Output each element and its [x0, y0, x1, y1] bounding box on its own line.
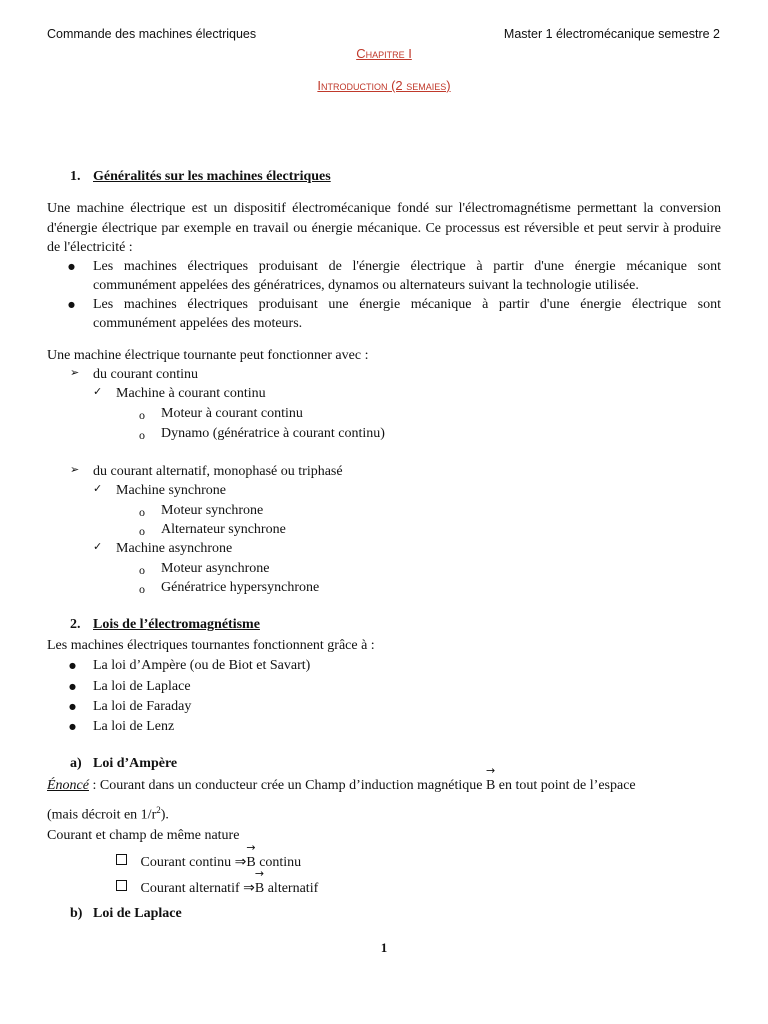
list-item: Les machines électriques produisant de l'énergie électrique à partir d'une énergie mécanique sont communément appelées des génératrices, dynamos ou alternateurs suivant la technologie utilisée. — [93, 259, 721, 293]
bullet-icon: ● — [69, 702, 76, 711]
arrow-bullet-icon: ➢ — [70, 463, 80, 476]
list-item: Alternateur synchrone — [161, 522, 286, 537]
chapter-title: Chapitre I — [356, 46, 412, 61]
bullet-icon: ● — [68, 300, 75, 309]
ac-label: du courant alternatif, monophasé ou triphasé — [93, 464, 343, 479]
case-line: Courant alternatif ⇒ → B alternatif — [116, 879, 318, 898]
ac-async-label: Machine asynchrone — [116, 541, 233, 556]
law-item: La loi d’Ampère (ou de Biot et Savart) — [93, 658, 311, 673]
same-nature: Courant et champ de même nature — [47, 828, 240, 843]
enonce-text: : Courant dans un conducteur crée un Champ d’induction magnétique — [92, 778, 483, 793]
section2-title: Lois de l’électromagnétisme — [93, 617, 260, 632]
chapter-subtitle: Introduction (2 semaies) — [317, 78, 451, 93]
dc-label: du courant continu — [93, 367, 198, 382]
subsection-b-label: b) — [70, 906, 83, 921]
page-number: 1 — [380, 940, 388, 955]
circle-bullet-icon: o — [139, 428, 145, 442]
law-item: La loi de Faraday — [93, 699, 192, 714]
vector-arrow-icon: → — [485, 764, 496, 777]
header-course-title: Commande des machines électriques — [47, 27, 257, 41]
header-program: Master 1 électromécanique semestre 2 — [503, 27, 720, 41]
vector-arrow-icon: → — [246, 841, 256, 854]
checkbox-square-icon — [116, 880, 127, 891]
enonce-label: Énoncé — [47, 778, 89, 793]
arrow-bullet-icon: ➢ — [70, 366, 80, 379]
law-item: La loi de Lenz — [93, 719, 175, 734]
enonce-line — [47, 764, 636, 795]
check-icon: ✓ — [93, 540, 103, 553]
bullet-icon: ● — [69, 682, 76, 691]
bullet-icon: ● — [68, 262, 75, 271]
check-icon: ✓ — [93, 482, 103, 495]
circle-bullet-icon: o — [139, 524, 145, 538]
law-item: La loi de Laplace — [93, 679, 191, 694]
vector-b: → B — [485, 764, 496, 793]
list-item: Moteur à courant continu — [161, 406, 303, 421]
bullet-icon: ● — [69, 722, 76, 731]
section1-title: Généralités sur les machines électriques — [93, 169, 331, 184]
list-item: Les machines électriques produisant une énergie mécanique à partir d'une énergie électrique sont communément appelées des moteurs. — [93, 297, 721, 331]
circle-bullet-icon: o — [139, 563, 145, 577]
section2-intro: Les machines électriques tournantes fonctionnent grâce à : — [47, 638, 375, 653]
rotating-intro: Une machine électrique tournante peut fonctionner avec : — [47, 348, 369, 363]
ac-sync-label: Machine synchrone — [116, 483, 227, 498]
circle-bullet-icon: o — [139, 582, 145, 596]
case-line: Courant continu ⇒ → B continu — [116, 853, 301, 872]
vector-arrow-icon: → — [254, 867, 265, 880]
list-item: Génératrice hypersynchrone — [161, 580, 320, 595]
section1-intro: Une machine électrique est un dispositif électromécanique fondé sur l'électromagnétisme permettant la conversion d'énergie électrique par exemple en travail ou énergie mécanique. Ce processus est réversible et peut servir à produire de l'électricité : — [47, 201, 721, 255]
section2-number: 2. — [70, 617, 81, 632]
bullet-icon: ● — [69, 661, 76, 670]
list-item: Moteur asynchrone — [161, 561, 270, 576]
dc-machine: Machine à courant continu — [116, 386, 266, 401]
subsection-a-label: a) — [70, 756, 82, 771]
enonce-end: en tout point de l’espace — [498, 778, 636, 793]
checkbox-square-icon — [116, 854, 127, 865]
decay-line: (mais décroit en $1/r^2$). — [47, 805, 169, 823]
circle-bullet-icon: o — [139, 505, 145, 519]
subsection-b-title: Loi de Laplace — [93, 906, 182, 921]
circle-bullet-icon: o — [139, 408, 145, 422]
list-item: Dynamo (génératrice à courant continu) — [161, 426, 385, 441]
section1-number: 1. — [70, 169, 81, 184]
subsection-a-title: Loi d’Ampère — [93, 756, 178, 771]
check-icon: ✓ — [93, 385, 103, 398]
list-item: Moteur synchrone — [161, 503, 264, 518]
